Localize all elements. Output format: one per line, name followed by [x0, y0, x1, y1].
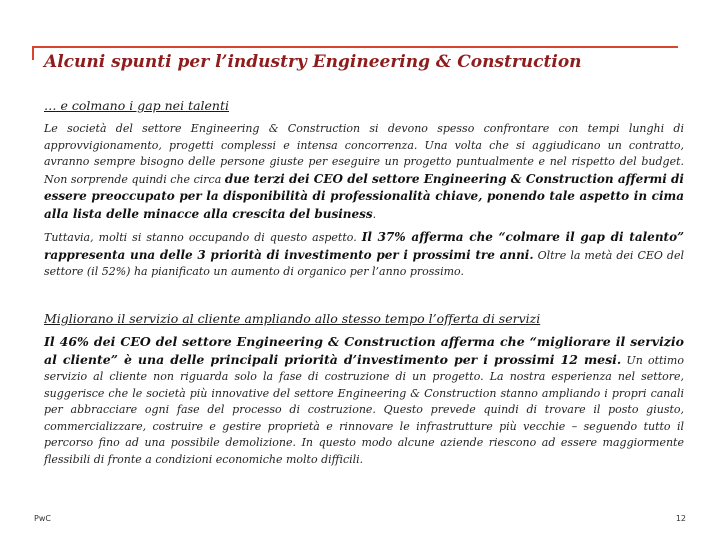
page-number: 12 — [675, 514, 686, 523]
header-rule — [32, 46, 678, 48]
paragraph-talent-intro — [44, 121, 684, 223]
paragraph-text: Oltre la metà dei CEO del settore (il 52%) ha pianificato un aumento di organico per l’anno prossimo. — [44, 248, 684, 278]
section-heading-customer-service: Migliorano il servizio al cliente ampliando allo stesso tempo l’offerta di servizi — [44, 311, 541, 326]
paragraph-emphasis: Il 37% afferma che “colmare il gap di talento” rappresenta una delle 3 priorità di investimento per i prossimi tre anni. — [44, 230, 684, 262]
header-rule-tick — [32, 46, 34, 60]
paragraph-text: . — [372, 207, 377, 221]
paragraph-talent-investment — [44, 229, 684, 281]
paragraph-emphasis: due terzi dei CEO del settore Engineering & Construction affermi di essere preoccupato per la disponibilità di professionalità chiave, ponendo tale aspetto in cima alla lista delle minacce alla crescita del business — [44, 171, 684, 221]
paragraph-lead: Il 46% dei CEO del settore Engineering & Construction afferma che “migliorare il servizio al cliente” è una delle principali priorità d’investimento per i prossimi 12 mesi. — [44, 334, 684, 367]
section-heading-talent-gap: … e colmano i gap nei talenti — [44, 98, 229, 113]
paragraph-text: Tuttavia, molti si stanno occupando di questo aspetto. — [44, 231, 362, 244]
paragraph-text: Un ottimo servizio al cliente non riguarda solo la fase di costruzione di un progetto. La nostra esperienza nel settore, suggerisce che le società più innovative del settore Engineering & Construction stanno ampliando i propri canali per abbracciare ogni fase del processo di costruzione. Questo prevede quindi di trovare il posto giusto, commercializzare, costruire e gestire proprietà e rinnovare le infrastrutture più vecchie – seguendo tutto il percorso fino ad una possibile demolizione. In questo modo alcune aziende riescono ad essere maggiormente flessibili di fronte a condizioni economiche molto difficili. — [44, 353, 684, 466]
paragraph-customer-service — [44, 334, 684, 468]
paragraph-text: Le società del settore Engineering & Construction si devono spesso confrontare con tempi lunghi di approvvigionamento, progetti complessi e intensa concorrenza. Una volta che si aggiudicano un contratto, avranno sempre bisogno delle persone giuste per eseguire un progetto puntualmente e nel rispetto del budget. Non sorprende quindi che circa — [44, 122, 684, 186]
page-title: Alcuni spunti per l’industry Engineering & Construction — [44, 52, 582, 72]
footer-brand: PwC — [34, 514, 51, 523]
